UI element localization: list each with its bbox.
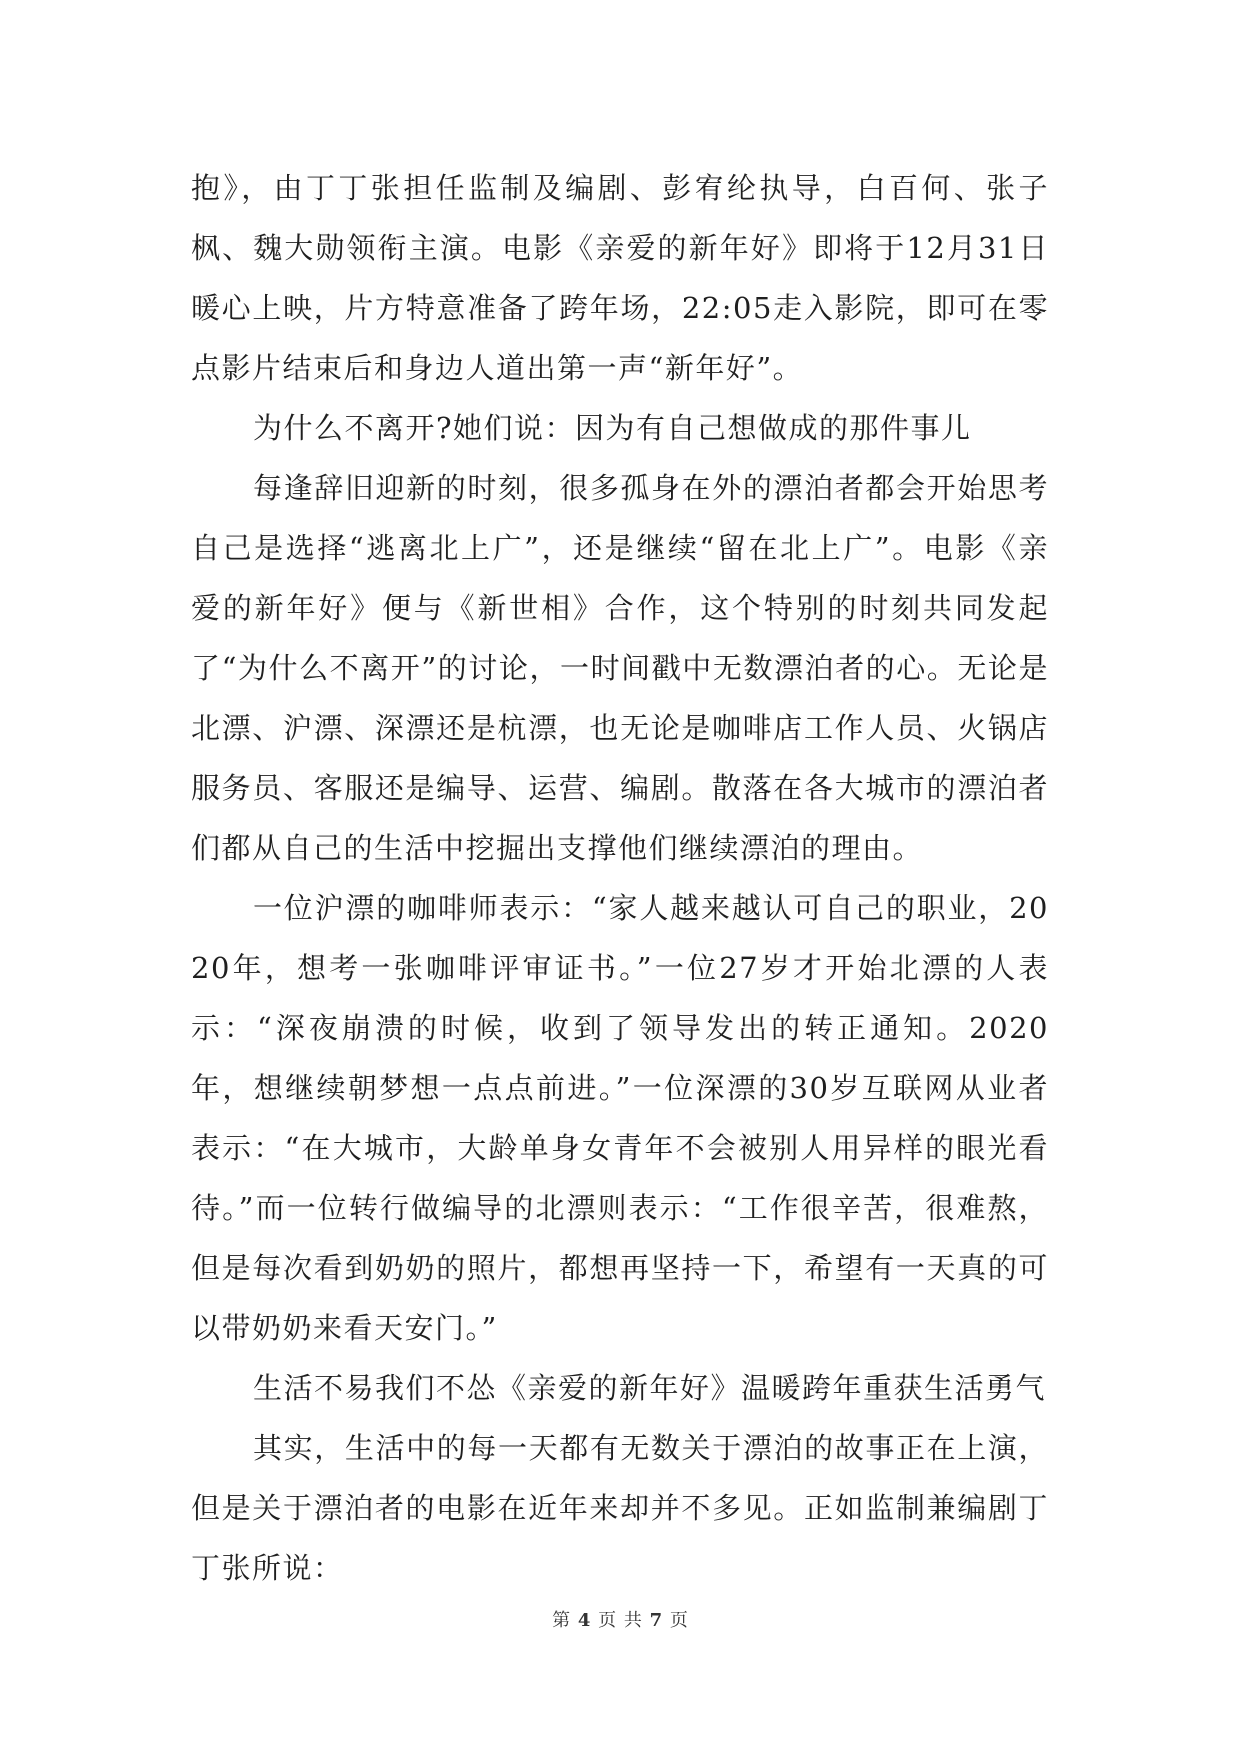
page-number-footer [0, 1609, 1241, 1633]
footer-prefix: 第 [552, 1610, 572, 1631]
document-body [191, 158, 1049, 1598]
current-page-number: 4 [577, 1610, 592, 1631]
total-pages-number: 7 [649, 1610, 664, 1631]
paragraph-subheading-life-courage: 生活不易我们不怂《亲爱的新年好》温暖跨年重获生活勇气 [253, 1371, 1047, 1405]
paragraph-drifter-films: 其实，生活中的每一天都有无数关于漂泊的故事正在上演，但是关于漂泊者的电影在近年来却并不多见。正如监制兼编剧丁丁张所说： [191, 1431, 1049, 1585]
paragraph-subheading-why-not-leave: 为什么不离开?她们说：因为有自己想做成的那件事儿 [253, 411, 972, 445]
paragraph-drifters-reflection: 每逢辞旧迎新的时刻，很多孤身在外的漂泊者都会开始思考自己是选择“逃离北上广”，还是继续“留在北上广”。电影《亲爱的新年好》便与《新世相》合作，这个特别的时刻共同发起了“为什么不离开”的讨论，一时间戳中无数漂泊者的心。无论是北漂、沪漂、深漂还是杭漂，也无论是咖啡店工作人员、火锅店服务员、客服还是编导、运营、编剧。散落在各大城市的漂泊者们都从自己的生活中挖掘出支撑他们继续漂泊的理由。 [191, 471, 1049, 865]
paragraph-continuation: 抱》，由丁丁张担任监制及编剧、彭宥纶执导，白百何、张子枫、魏大勋领衔主演。电影《亲爱的新年好》即将于12月31日暖心上映，片方特意准备了跨年场，22:05走入影院，即可在零点影片结束后和身边人道出第一声“新年好”。 [191, 171, 1049, 385]
footer-middle: 页 共 [598, 1610, 643, 1631]
footer-suffix: 页 [669, 1610, 689, 1631]
paragraph-drifters-quotes: 一位沪漂的咖啡师表示：“家人越来越认可自己的职业，2020年，想考一张咖啡评审证书。”一位27岁才开始北漂的人表示：“深夜崩溃的时候，收到了领导发出的转正通知。2020年，想继续朝梦想一点点前进。”一位深漂的30岁互联网从业者表示：“在大城市，大龄单身女青年不会被别人用异样的眼光看待。”而一位转行做编导的北漂则表示：“工作很辛苦，很难熬，但是每次看到奶奶的照片，都想再坚持一下，希望有一天真的可以带奶奶来看天安门。” [191, 891, 1049, 1345]
